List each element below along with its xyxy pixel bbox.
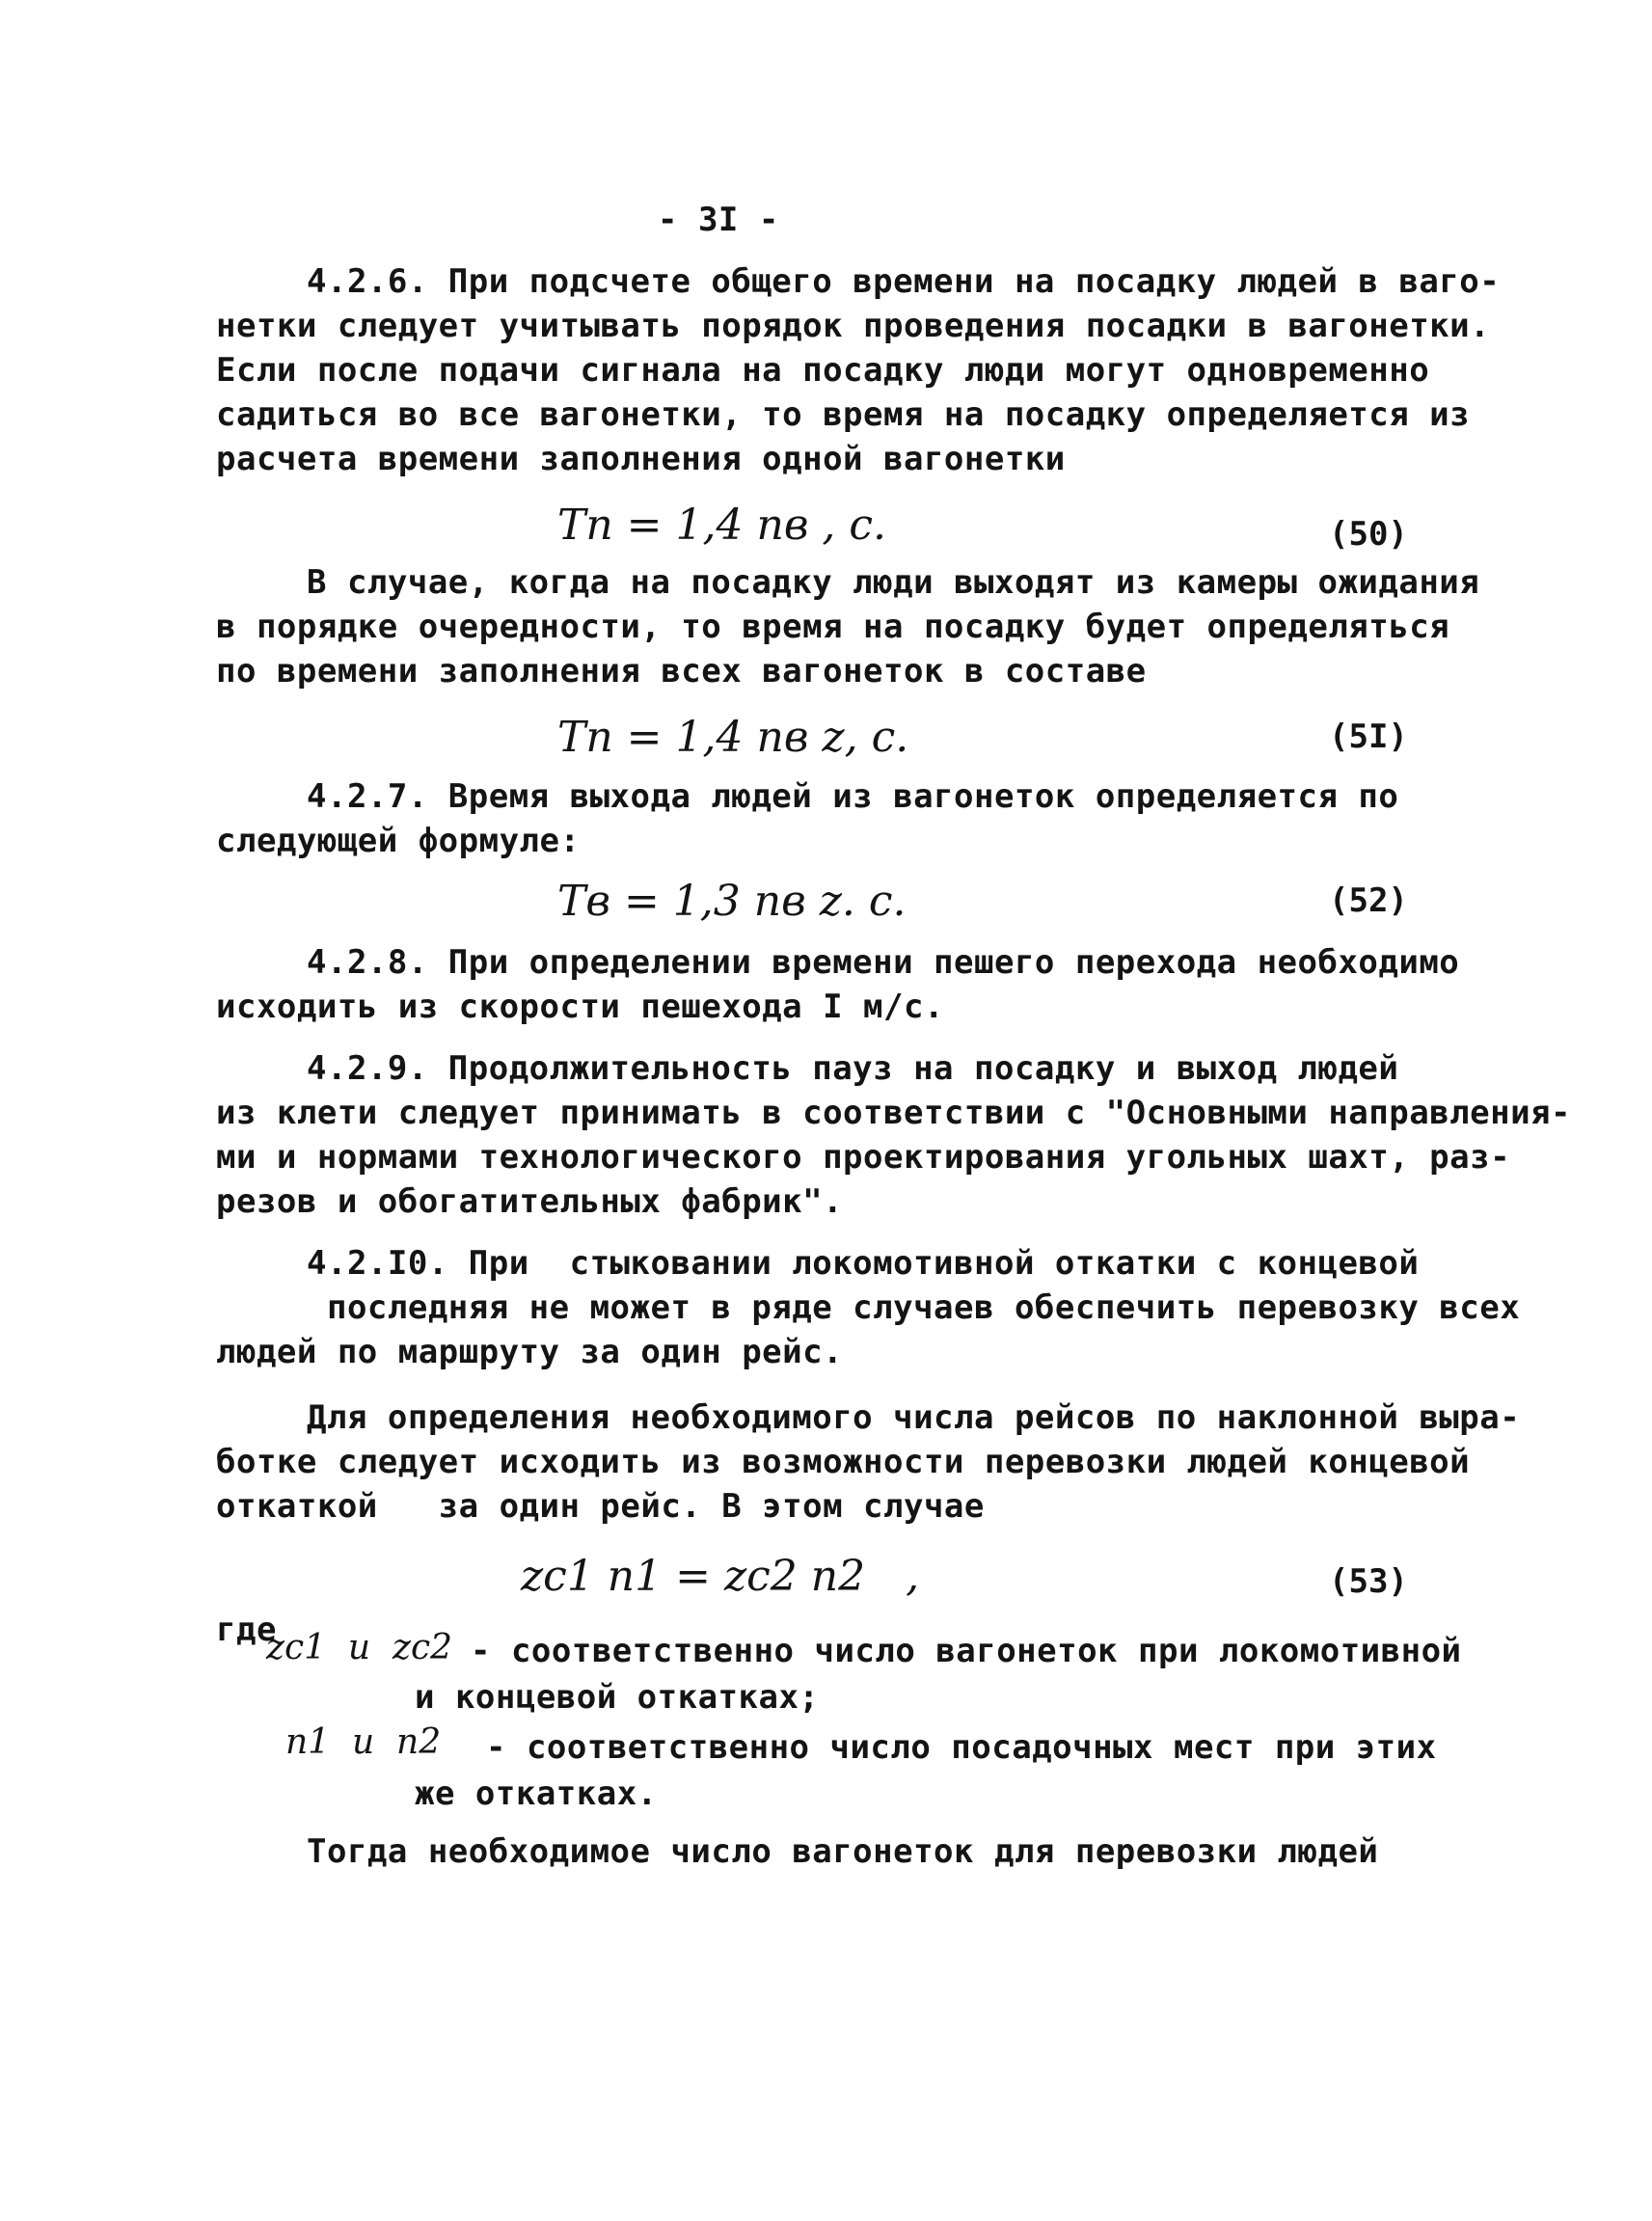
formula-53: zc1 n1 = zc2 n2 , (521, 1552, 920, 1601)
formula-50: Tп = 1,4 nв , с. (557, 501, 887, 550)
formula-52: Tв = 1,3 nв z. с. (557, 877, 907, 926)
where-word: где (216, 1611, 277, 1649)
s4210-line-1: 4.2.I0. При стыковании локомотивной откатки с концевой (307, 1244, 1420, 1283)
para-line-1: Для определения необходимого числа рейсов по наклонной выра- (307, 1398, 1521, 1437)
where-desc-2-line-1: - соответственно число посадочных мест при этих (486, 1728, 1437, 1767)
case-line-2: в порядке очередности, то время на посадку будет определяться (216, 608, 1450, 646)
s4210-line-2: последняя не может в ряде случаев обеспечить перевозку всех (307, 1288, 1521, 1327)
s4210-line-3: людей по маршруту за один рейс. (216, 1333, 844, 1371)
s429-line-2: из клети следует принимать в соответствии с "Основными направления- (216, 1094, 1571, 1132)
last-line: Тогда необходимое число вагонеток для перевозки людей (307, 1832, 1379, 1871)
equation-number-52: (52) (1329, 881, 1408, 920)
where-desc-2-line-2: же откатках. (415, 1774, 658, 1813)
s426-line-2: нетки следует учитывать порядок проведения посадки в вагонетки. (216, 307, 1491, 345)
para-line-3: откаткой за один рейс. В этом случае (216, 1487, 985, 1526)
s426-line-3: Если после подачи сигнала на посадку люди могут одновременно (216, 351, 1430, 390)
where-desc-1-line-2: и концевой откатках; (415, 1678, 820, 1717)
s428-line-1: 4.2.8. При определении времени пешего перехода необходимо (307, 943, 1460, 982)
where-desc-1-line-1: - соответственно число вагонеток при локомотивной (471, 1632, 1462, 1670)
s426-line-4: садиться во все вагонетки, то время на посадку определяется из (216, 395, 1471, 434)
s426-line-5: расчета времени заполнения одной вагонетки (216, 440, 1066, 478)
case-line-3: по времени заполнения всех вагонеток в составе (216, 652, 1147, 691)
formula-51: Tп = 1,4 nв z, с. (557, 713, 909, 762)
s429-line-4: резов и обогатительных фабрик". (216, 1182, 844, 1221)
s426-line-1: 4.2.6. При подсчете общего времени на посадку людей в ваго- (307, 262, 1501, 301)
para-line-2: ботке следует исходить из возможности перевозки людей концевой (216, 1443, 1471, 1481)
page-number: - 3I - (658, 201, 779, 239)
s429-line-3: ми и нормами технологического проектирования угольных шахт, раз- (216, 1138, 1511, 1177)
case-line-1: В случае, когда на посадку люди выходят из камеры ожидания (307, 563, 1480, 602)
where-symbols-2: n1 и n2 (285, 1722, 442, 1762)
s427-line-1: 4.2.7. Время выхода людей из вагонеток определяется по (307, 777, 1399, 816)
equation-number-51: (5I) (1329, 718, 1408, 756)
s429-line-1: 4.2.9. Продолжительность пауз на посадку и выход людей (307, 1049, 1399, 1088)
equation-number-53: (53) (1329, 1562, 1408, 1601)
where-symbols-1: zc1 и zc2 (266, 1628, 453, 1667)
equation-number-50: (50) (1329, 515, 1408, 554)
s427-line-2: следующей формуле: (216, 822, 581, 860)
s428-line-2: исходить из скорости пешехода I м/с. (216, 988, 944, 1026)
